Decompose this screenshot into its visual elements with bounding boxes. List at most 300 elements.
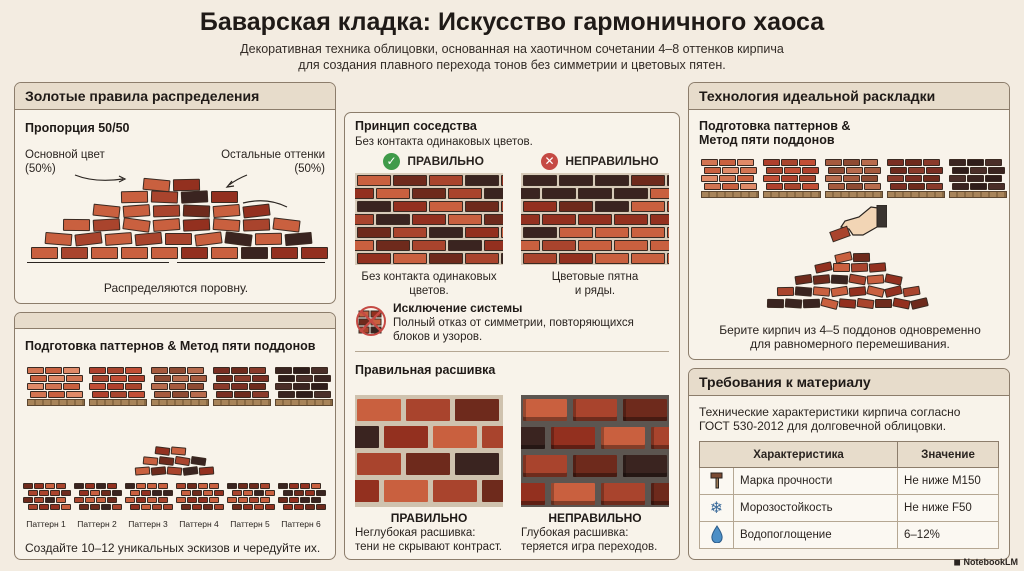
- brick: [521, 214, 540, 225]
- brick: [305, 490, 315, 496]
- pallet: [275, 399, 333, 406]
- brick: [631, 227, 665, 238]
- brick: [501, 175, 503, 186]
- brick: [213, 383, 230, 390]
- brick: [96, 483, 106, 489]
- jointing-wrong-caption: Глубокая расшивка: теряется игра переходов.: [521, 527, 658, 553]
- brick: [213, 204, 241, 218]
- brick: [455, 453, 499, 475]
- brick: [265, 504, 275, 510]
- brick: [61, 504, 71, 510]
- golden-rules-heading: Золотые правила распределения: [15, 83, 335, 110]
- brick: [559, 227, 593, 238]
- brick: [242, 203, 270, 218]
- brick: [158, 483, 168, 489]
- exception-icon: [355, 305, 387, 337]
- brick: [92, 375, 109, 382]
- brick: [767, 299, 784, 308]
- brick: [834, 251, 853, 264]
- pattern-label: Паттерн 4: [179, 519, 219, 529]
- brick: [34, 483, 44, 489]
- brick: [465, 253, 499, 264]
- brick: [294, 504, 304, 510]
- brick: [902, 286, 920, 298]
- brick: [63, 219, 90, 231]
- brick: [781, 159, 798, 166]
- brick: [559, 253, 593, 264]
- brick: [843, 175, 860, 182]
- golden-rules-panel: [14, 82, 336, 304]
- brick: [501, 227, 503, 238]
- brick: [192, 504, 202, 510]
- brick: [187, 497, 197, 503]
- brick: [153, 218, 181, 232]
- brick: [151, 190, 178, 203]
- brick: [314, 391, 331, 398]
- brick: [831, 275, 848, 285]
- brick: [227, 483, 237, 489]
- brick: [190, 375, 207, 382]
- page-subtitle: Декоративная техника облицовки, основанная на хаотичном сочетании 4–8 оттенков кирпича для создания плавного перехода тонов без симметрии и цветовых пятен.: [240, 42, 784, 72]
- brick: [151, 466, 167, 475]
- brick: [820, 297, 839, 310]
- brick: [214, 490, 224, 496]
- brick: [172, 375, 189, 382]
- brick: [551, 483, 595, 505]
- brick: [89, 367, 106, 374]
- brick: [825, 159, 842, 166]
- brick: [278, 497, 288, 503]
- layout-tech-heading: Технология идеальной раскладки: [689, 83, 1009, 110]
- brick: [892, 297, 910, 309]
- brick: [667, 253, 669, 264]
- brick: [293, 383, 310, 390]
- brick: [89, 383, 106, 390]
- brick: [241, 247, 268, 259]
- brick: [601, 483, 645, 505]
- brick: [34, 497, 44, 503]
- brick: [152, 504, 162, 510]
- brick: [45, 232, 73, 246]
- brick: [501, 253, 503, 264]
- brick: [130, 504, 140, 510]
- brick: [176, 497, 186, 503]
- brick: [719, 175, 736, 182]
- brick: [125, 367, 142, 374]
- brick: [316, 490, 326, 496]
- brick: [910, 297, 929, 310]
- brick: [238, 497, 248, 503]
- page-title: Баварская кладка: Искусство гармоничного хаоса: [199, 8, 825, 36]
- brick: [110, 375, 127, 382]
- brick: [85, 483, 95, 489]
- brick: [234, 375, 251, 382]
- brick: [311, 497, 321, 503]
- brick: [573, 399, 617, 421]
- brick: [296, 391, 313, 398]
- brick: [595, 253, 629, 264]
- wall-wrong: [521, 173, 669, 265]
- wrong-caption: Цветовые пятна и ряды.: [551, 271, 639, 297]
- brick: [63, 367, 80, 374]
- brick: [283, 504, 293, 510]
- pattern-label: Паттерн 3: [128, 519, 168, 529]
- pallets-row: [23, 361, 333, 409]
- brick: [376, 214, 410, 225]
- pallet: [949, 191, 1007, 198]
- brand-label: ◼ NotebookLM: [953, 557, 1018, 567]
- jointing-correct-label: ПРАВИЛЬНО: [390, 511, 468, 525]
- brick: [231, 383, 248, 390]
- brick: [79, 504, 89, 510]
- characteristic-cell: Морозостойкость: [734, 495, 898, 522]
- brick: [357, 399, 401, 421]
- brick: [521, 427, 545, 449]
- brick: [455, 399, 499, 421]
- brick: [214, 504, 224, 510]
- brick: [949, 159, 966, 166]
- brick: [384, 480, 428, 502]
- characteristic-cell: Водопоглощение: [734, 522, 898, 549]
- brick: [249, 483, 259, 489]
- table-row: [700, 468, 999, 495]
- brick: [213, 218, 241, 232]
- split-line: [27, 262, 325, 264]
- brick: [794, 274, 812, 285]
- brick: [523, 455, 567, 477]
- pallet: [89, 399, 147, 406]
- brick: [766, 183, 783, 190]
- brick: [48, 375, 65, 382]
- brick: [56, 497, 66, 503]
- brick: [23, 483, 33, 489]
- brick: [433, 426, 477, 448]
- layout-tech-panel: [688, 82, 1010, 360]
- pattern-label: Паттерн 1: [26, 519, 66, 529]
- brick: [595, 175, 629, 186]
- col-value: Значение: [898, 442, 999, 468]
- brick: [90, 504, 100, 510]
- col-characteristic: Характеристика: [700, 442, 898, 468]
- brick: [828, 183, 845, 190]
- brick: [803, 299, 820, 309]
- brick: [92, 204, 120, 219]
- brick: [988, 167, 1005, 174]
- jointing-title: Правильная расшивка: [355, 363, 496, 377]
- check-icon: ✓: [383, 153, 400, 170]
- pattern-label: Паттерн 5: [230, 519, 270, 529]
- brick: [107, 497, 117, 503]
- brick: [849, 286, 867, 297]
- brick: [384, 426, 428, 448]
- brick: [740, 167, 757, 174]
- brick: [112, 490, 122, 496]
- five-pallets: [697, 153, 1007, 199]
- brick: [107, 367, 124, 374]
- brick: [667, 227, 669, 238]
- brick: [135, 466, 151, 475]
- brick: [209, 483, 219, 489]
- brick: [74, 483, 84, 489]
- pattern-label: Паттерн 2: [77, 519, 117, 529]
- brick: [595, 201, 629, 212]
- brick: [50, 490, 60, 496]
- brick: [848, 274, 866, 286]
- table-header-row: [700, 442, 999, 468]
- brick: [406, 453, 450, 475]
- brick: [296, 375, 313, 382]
- brick: [623, 399, 667, 421]
- pattern-sketches: [23, 483, 333, 533]
- mixed-brick-pile: [765, 251, 935, 313]
- brick: [110, 391, 127, 398]
- brick: [376, 240, 410, 251]
- brick: [141, 490, 151, 496]
- brick: [283, 490, 293, 496]
- brick: [39, 504, 49, 510]
- brick: [926, 183, 943, 190]
- brick: [159, 456, 175, 466]
- brick: [429, 201, 463, 212]
- brick: [523, 201, 557, 212]
- brick: [243, 218, 270, 231]
- brick: [465, 201, 499, 212]
- hand-icon: [829, 205, 887, 249]
- brick: [181, 190, 209, 203]
- brick: [74, 231, 102, 246]
- brick: [314, 375, 331, 382]
- brick: [48, 391, 65, 398]
- brick: [56, 483, 66, 489]
- neighborhood-title: Принцип соседства: [355, 119, 477, 133]
- brick: [93, 218, 121, 232]
- brick: [701, 175, 718, 182]
- golden-rules-caption: Распределяются поровну.: [103, 281, 249, 295]
- brick: [252, 391, 269, 398]
- brick: [45, 383, 62, 390]
- brick: [300, 483, 310, 489]
- brick: [194, 231, 222, 246]
- brick: [890, 183, 907, 190]
- brick: [254, 504, 264, 510]
- brick: [813, 274, 831, 285]
- brick: [203, 490, 213, 496]
- characteristic-cell: Марка прочности: [734, 468, 898, 495]
- layout-tech-subheading: Подготовка паттернов & Метод пяти поддонов: [699, 119, 851, 147]
- brick: [209, 497, 219, 503]
- brick: [278, 375, 295, 382]
- brick: [232, 504, 242, 510]
- patterns-caption: Создайте 10–12 уникальных эскизов и чередуйте их.: [25, 541, 321, 555]
- brick: [864, 183, 881, 190]
- brick: [254, 490, 264, 496]
- brick: [357, 201, 391, 212]
- brick: [614, 188, 648, 199]
- brick: [23, 497, 33, 503]
- brick: [988, 183, 1005, 190]
- brick: [869, 262, 887, 272]
- brick: [799, 175, 816, 182]
- brick: [802, 183, 819, 190]
- brick: [429, 253, 463, 264]
- brick: [856, 298, 874, 309]
- brick: [216, 391, 233, 398]
- brick: [311, 483, 321, 489]
- brick: [814, 261, 833, 273]
- brick: [151, 383, 168, 390]
- brick: [28, 504, 38, 510]
- brick: [121, 247, 148, 259]
- other-shades-label: Остальные оттенки (50%): [221, 149, 325, 175]
- brick: [199, 466, 215, 475]
- brick: [843, 159, 860, 166]
- brick: [737, 175, 754, 182]
- brick: [667, 175, 669, 186]
- brick: [357, 175, 391, 186]
- brick: [355, 240, 374, 251]
- water-drop-icon: [700, 522, 734, 549]
- brick: [61, 490, 71, 496]
- brick: [190, 391, 207, 398]
- brick: [121, 191, 148, 204]
- brick: [448, 240, 482, 251]
- brick: [66, 375, 83, 382]
- brick: [224, 231, 252, 246]
- brick: [851, 263, 868, 273]
- brick: [172, 391, 189, 398]
- requirements-panel: [688, 368, 1010, 560]
- brick: [631, 253, 665, 264]
- pallet: [27, 399, 85, 406]
- correct-label: ✓ ПРАВИЛЬНО: [383, 153, 484, 170]
- brick: [169, 367, 186, 374]
- patterns-panel-band: [15, 313, 336, 329]
- brick: [45, 497, 55, 503]
- correct-caption: Без контакта одинаковых цветов.: [361, 271, 497, 297]
- wall-correct: [355, 173, 503, 265]
- brick: [737, 159, 754, 166]
- brick: [231, 367, 248, 374]
- brick: [30, 391, 47, 398]
- brick: [650, 240, 669, 251]
- value-cell: Не ниже F50: [898, 495, 999, 522]
- brick: [101, 490, 111, 496]
- brick: [101, 504, 111, 510]
- brick: [740, 183, 757, 190]
- brick: [163, 504, 173, 510]
- brick: [183, 204, 210, 217]
- brick: [163, 490, 173, 496]
- brick: [130, 490, 140, 496]
- brick: [614, 214, 648, 225]
- brick: [785, 298, 803, 308]
- brick: [542, 240, 576, 251]
- brick: [908, 167, 925, 174]
- brick: [152, 490, 162, 496]
- brick: [107, 483, 117, 489]
- brick: [393, 253, 427, 264]
- brick: [784, 183, 801, 190]
- pallet: [701, 191, 759, 198]
- brick: [265, 490, 275, 496]
- proportion-title: Пропорция 50/50: [25, 121, 130, 135]
- brick: [151, 367, 168, 374]
- brick: [134, 232, 162, 247]
- main-color-label: Основной цвет (50%): [25, 149, 105, 175]
- brick: [85, 497, 95, 503]
- brick: [813, 286, 831, 297]
- brick: [153, 205, 180, 218]
- brick: [393, 175, 427, 186]
- brick: [275, 383, 292, 390]
- brick: [181, 504, 191, 510]
- brick: [173, 179, 200, 191]
- brick: [289, 497, 299, 503]
- brick: [985, 175, 1002, 182]
- brick: [90, 490, 100, 496]
- wrong-label: ✕ НЕПРАВИЛЬНО: [541, 153, 659, 170]
- brick: [357, 253, 391, 264]
- brick: [31, 247, 58, 259]
- brick: [278, 483, 288, 489]
- brick: [213, 367, 230, 374]
- brick: [311, 383, 328, 390]
- brick: [839, 298, 857, 308]
- brick: [39, 490, 49, 496]
- brick: [355, 188, 374, 199]
- brick: [232, 490, 242, 496]
- brick: [174, 456, 190, 466]
- brick: [122, 217, 150, 233]
- value-cell: Не ниже М150: [898, 468, 999, 495]
- brick: [125, 483, 135, 489]
- brick: [631, 175, 665, 186]
- brick: [465, 227, 499, 238]
- brick: [357, 227, 391, 238]
- brick: [412, 214, 446, 225]
- brick: [433, 480, 477, 502]
- brick: [429, 175, 463, 186]
- brick: [278, 391, 295, 398]
- brick: [651, 427, 669, 449]
- brick: [143, 456, 159, 465]
- brick: [985, 159, 1002, 166]
- brick: [484, 188, 503, 199]
- brick: [45, 367, 62, 374]
- brick: [701, 159, 718, 166]
- brick: [187, 367, 204, 374]
- brick: [578, 188, 612, 199]
- brick: [833, 263, 850, 272]
- brick: [484, 240, 503, 251]
- brick: [238, 483, 248, 489]
- brick: [249, 383, 266, 390]
- brick: [167, 466, 183, 475]
- brick: [96, 497, 106, 503]
- brick: [884, 285, 903, 298]
- brick: [66, 391, 83, 398]
- brick: [183, 466, 199, 476]
- brick: [704, 183, 721, 190]
- brick: [559, 201, 593, 212]
- brick: [631, 201, 665, 212]
- neighborhood-subtitle: Без контакта одинаковых цветов.: [355, 136, 533, 148]
- brick: [141, 504, 151, 510]
- brick: [926, 167, 943, 174]
- brick: [376, 188, 410, 199]
- brick: [704, 167, 721, 174]
- brick: [650, 214, 669, 225]
